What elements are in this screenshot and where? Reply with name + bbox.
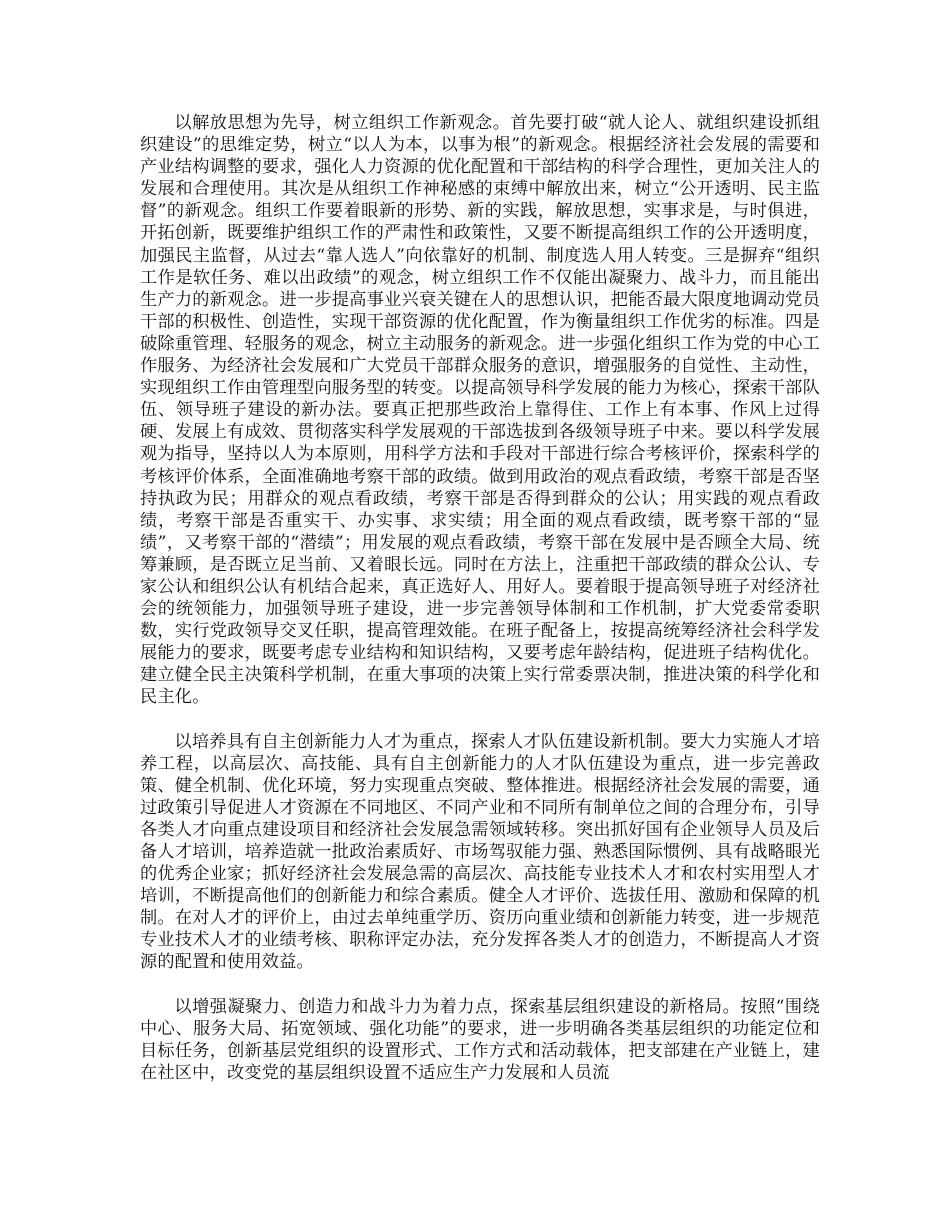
paragraph-cadre-work-concepts: 以解放思想为先导，树立组织工作新观念。首先要打破“就人论人、就组织建设抓组织建设”的思维定势，树立“以人为本，以事为根”的新观念。根据经济社会发展的需要和产业结构调整的要求，强化人力资源的优化配置和干部结构的科学合理性，更加关注人的发展和合理使用。其次是从组织工作神秘感的束缚中解放出来，树立“公开透明、民主监督”的新观念。组织工作要着眼新的形势、新的实践，解放思想，实事求是，与时俱进，开拓创新，既要维护组织工作的严肃性和政策性，又要不断提高组织工作的公开透明度，加强民主监督，从过去“靠人选人”向依靠好的机制、制度选人用人转变。三是摒弃“组织工作是软任务、难以出政绩”的观念，树立组织工作不仅能出凝聚力、战斗力，而且能出生产力的新观念。进一步提高事业兴衰关键在人的思想认识，把能否最大限度地调动党员干部的积极性、创造性，实现干部资源的优化配置，作为衡量组织工作优劣的标准。四是破除重管理、轻服务的观念，树立主动服务的新观念。进一步强化组织工作为党的中心工作服务、为经济社会发展和广大党员干部群众服务的意识，增强服务的自觉性、主动性，实现组织工作由管理型向服务型的转变。以提高领导科学发展的能力为核心，探索干部队伍、领导班子建设的新办法。要真正把那些政治上靠得住、工作上有本事、作风上过得硬、发展上有成效、贯彻落实科学发展观的干部选拔到各级领导班子中来。要以科学发展观为指导，坚持以人为本原则，用科学方法和手段对干部进行综合考核评价，探索科学的考核评价体系，全面准确地考察干部的政绩。做到用政治的观点看政绩，考察干部是否坚持执政为民；用群众的观点看政绩，考察干部是否得到群众的公认；用实践的观点看政绩，考察干部是否重实干、办实事、求实绩；用全面的观点看政绩，既考察干部的“显绩”，又考察干部的“潜绩”；用发展的观点看政绩，考察干部在发展中是否顾全大局、统筹兼顾，是否既立足当前、又着眼长远。同时在方法上，注重把干部政绩的群众公认、专家公认和组织公认有机结合起来，真正选好人、用好人。要着眼于提高领导班子对经济社会的统领能力，加强领导班子建设，进一步完善领导体制和工作机制，扩大党委常委职数，实行党政领导交叉任职，提高管理效能。在班子配备上，按提高统筹经济社会科学发展能力的要求，既要考虑专业结构和知识结构，又要考虑年龄结构，促进班子结构优化。建立健全民主决策科学机制，在重大事项的决策上实行常委票决制，推进决策的科学化和民主化。 [140, 113, 820, 708]
document-page [140, 112, 820, 1084]
paragraph-talent-development: 以培养具有自主创新能力人才为重点，探索人才队伍建设新机制。要大力实施人才培养工程，以高层次、高技能、具有自主创新能力的人才队伍建设为重点，进一步完善政策、健全机制、优化环境，努力实现重点突破、整体推进。根据经济社会发展的需要，通过政策引导促进人才资源在不同地区、不同产业和不同所有制单位之间的合理分布，引导各类人才向重点建设项目和经济社会发展急需领域转移。突出抓好国有企业领导人员及后备人才培训，培养造就一批政治素质好、市场驾驭能力强、熟悉国际惯例、具有战略眼光的优秀企业家；抓好经济社会发展急需的高层次、高技能专业技术人才和农村实用型人才培训，不断提高他们的创新能力和综合素质。健全人才评价、选拔任用、激励和保障的机制。在对人才的评价上，由过去单纯重学历、资历向重业绩和创新能力转变，进一步规范专业技术人才的业绩考核、职称评定办法，充分发挥各类人才的创造力，不断提高人才资源的配置和使用效益。 [140, 731, 820, 973]
paragraph-grassroots-organization: 以增强凝聚力、创造力和战斗力为着力点，探索基层组织建设的新格局。按照“围绕中心、服务大局、拓宽领域、强化功能”的要求，进一步明确各类基层组织的功能定位和目标任务，创新基层党组织的设置形式、工作方式和活动载体，把支部建在产业链上，建在社区中，改变党的基层组织设置不适应生产力发展和人员流 [140, 996, 820, 1083]
